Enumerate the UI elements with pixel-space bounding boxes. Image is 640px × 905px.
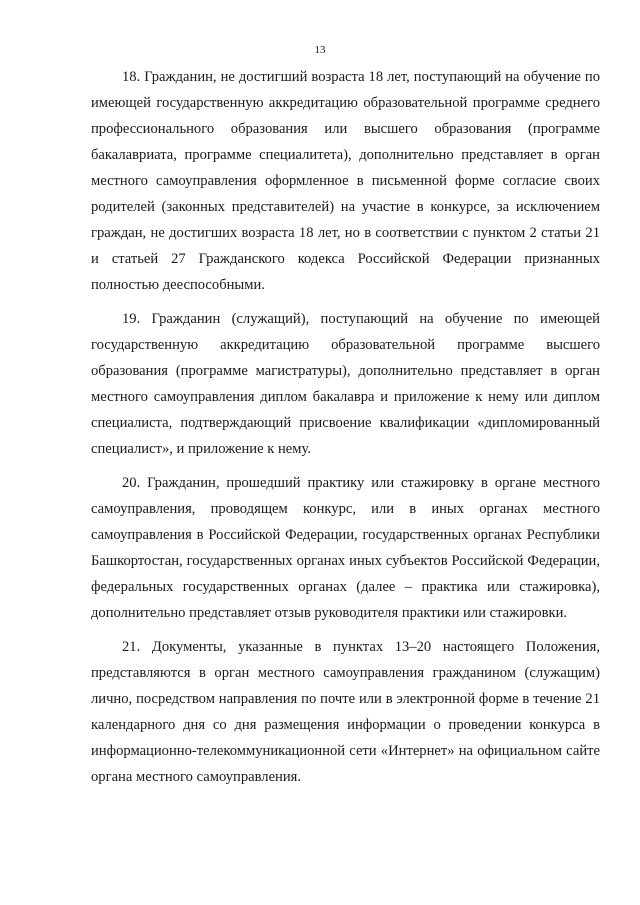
paragraph-18: 18. Гражданин, не достигший возраста 18 лет, поступающий на обучение по имеющей государственную аккредитацию образовательной программе среднего профессионального образования или высшего образования (программе бакалавриата, программе специалитета), дополнительно представляет в орган местного самоуправления оформленное в письменной форме согласие своих родителей (законных представителей) на участие в конкурсе, за исключением граждан, не достигших возраста 18 лет, но в соответствии с пунктом 2 статьи 21 и статьей 27 Гражданского кодекса Российской Федерации признанных полностью дееспособными. bbox=[91, 69, 600, 293]
page-number: 13 bbox=[314, 44, 326, 56]
paragraph-20: 20. Гражданин, прошедший практику или стажировку в органе местного самоуправления, проводящем конкурс, или в иных органах местного самоуправления в Российской Федерации, государственных органах Республики Башкортостан, государственных органах иных субъектов Российской Федерации, федеральных государственных органах (далее – практика или стажировка), дополнительно представляет отзыв руководителя практики или стажировки. bbox=[91, 475, 600, 621]
paragraph-19: 19. Гражданин (служащий), поступающий на обучение по имеющей государственную аккредитацию образовательной программе высшего образования (программе магистратуры), дополнительно представляет в орган местного самоуправления диплом бакалавра и приложение к нему или диплом специалиста, подтверждающий присвоение квалификации «дипломированный специалист», и приложение к нему. bbox=[91, 311, 600, 457]
document-body bbox=[91, 64, 600, 798]
paragraph-21: 21. Документы, указанные в пунктах 13–20 настоящего Положения, представляются в орган местного самоуправления гражданином (служащим) лично, посредством направления по почте или в электронной форме в течение 21 календарного дня со дня размещения информации о проведении конкурса в информационно-телекоммуникационной сети «Интернет» на официальном сайте органа местного самоуправления. bbox=[91, 639, 600, 785]
